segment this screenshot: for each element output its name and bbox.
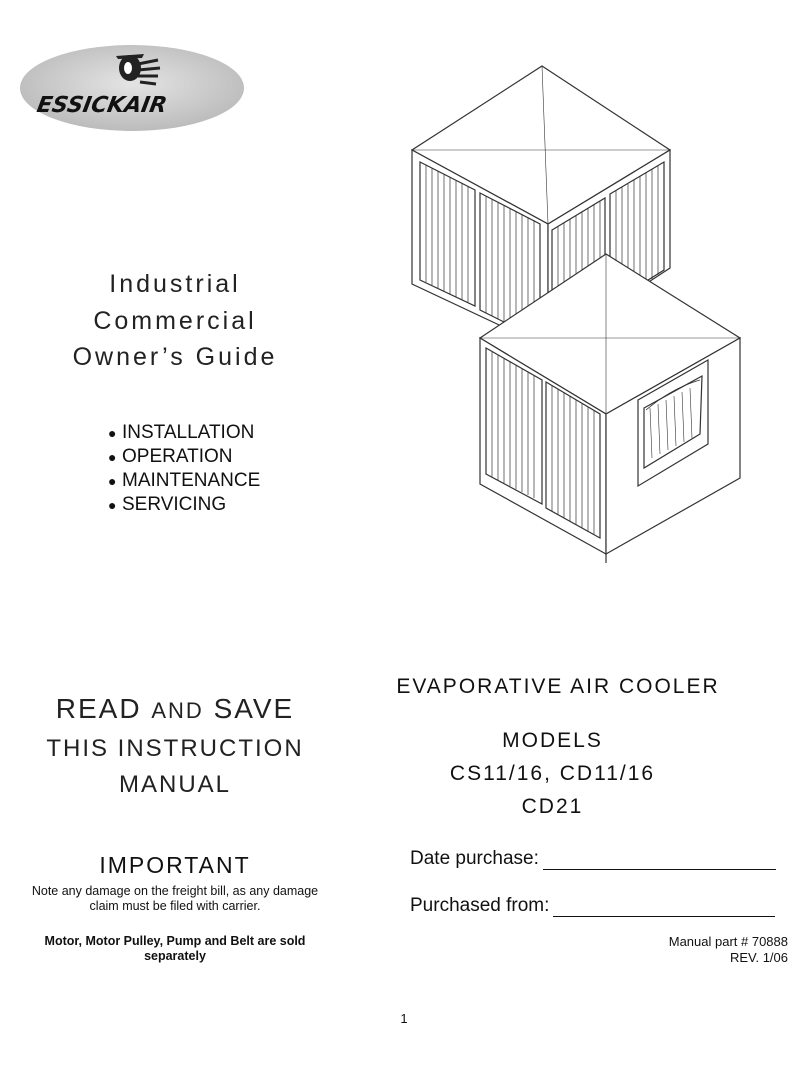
- bullet-icon: ●: [108, 425, 117, 441]
- date-purchase-label: Date purchase:: [410, 848, 539, 869]
- logo-text: ESSICKAIR: [34, 92, 169, 118]
- date-purchase-line: [543, 851, 776, 870]
- models-line-1: CS11/16, CD11/16: [449, 762, 656, 785]
- purchased-from-label: Purchased from:: [410, 895, 550, 916]
- important-heading: IMPORTANT: [99, 852, 251, 878]
- read-save-line-1: READ AND SAVE: [55, 693, 295, 724]
- title-line-3: Owner’s Guide: [72, 343, 278, 371]
- page-number: 1: [400, 1011, 408, 1026]
- title-line-1: Industrial: [109, 270, 241, 298]
- purchased-from-field: [410, 895, 775, 917]
- list-item: ● OPERATION: [108, 446, 233, 467]
- title-line-2: Commercial: [93, 307, 257, 335]
- feature-list: [108, 421, 260, 517]
- date-purchase-field: [410, 848, 776, 870]
- essickair-logo: [18, 44, 246, 134]
- bullet-icon: ●: [108, 449, 117, 465]
- read-save-line-3: MANUAL: [118, 771, 232, 798]
- models-heading: MODELS: [502, 729, 603, 752]
- list-item: ● SERVICING: [108, 494, 227, 515]
- purchased-from-line: [553, 898, 775, 917]
- manual-revision: REV. 1/06: [729, 950, 788, 965]
- list-item: ● INSTALLATION: [108, 422, 255, 443]
- bullet-icon: ●: [108, 473, 117, 489]
- bullet-icon: ●: [108, 497, 117, 513]
- sold-separately-note: Motor, Motor Pulley, Pump and Belt are sold separately: [44, 934, 306, 963]
- models-line-2: CD21: [521, 795, 584, 818]
- manual-part-info: [669, 934, 788, 966]
- manual-part-number: Manual part # 70888: [668, 934, 788, 949]
- cooler-illustration: [400, 58, 750, 564]
- list-item: ● MAINTENANCE: [108, 470, 261, 491]
- product-name: EVAPORATIVE AIR COOLER: [396, 675, 720, 698]
- read-save-line-2: THIS INSTRUCTION: [46, 735, 304, 762]
- damage-note: Note any damage on the freight bill, as any damage claim must be filed with carrier.: [31, 884, 319, 913]
